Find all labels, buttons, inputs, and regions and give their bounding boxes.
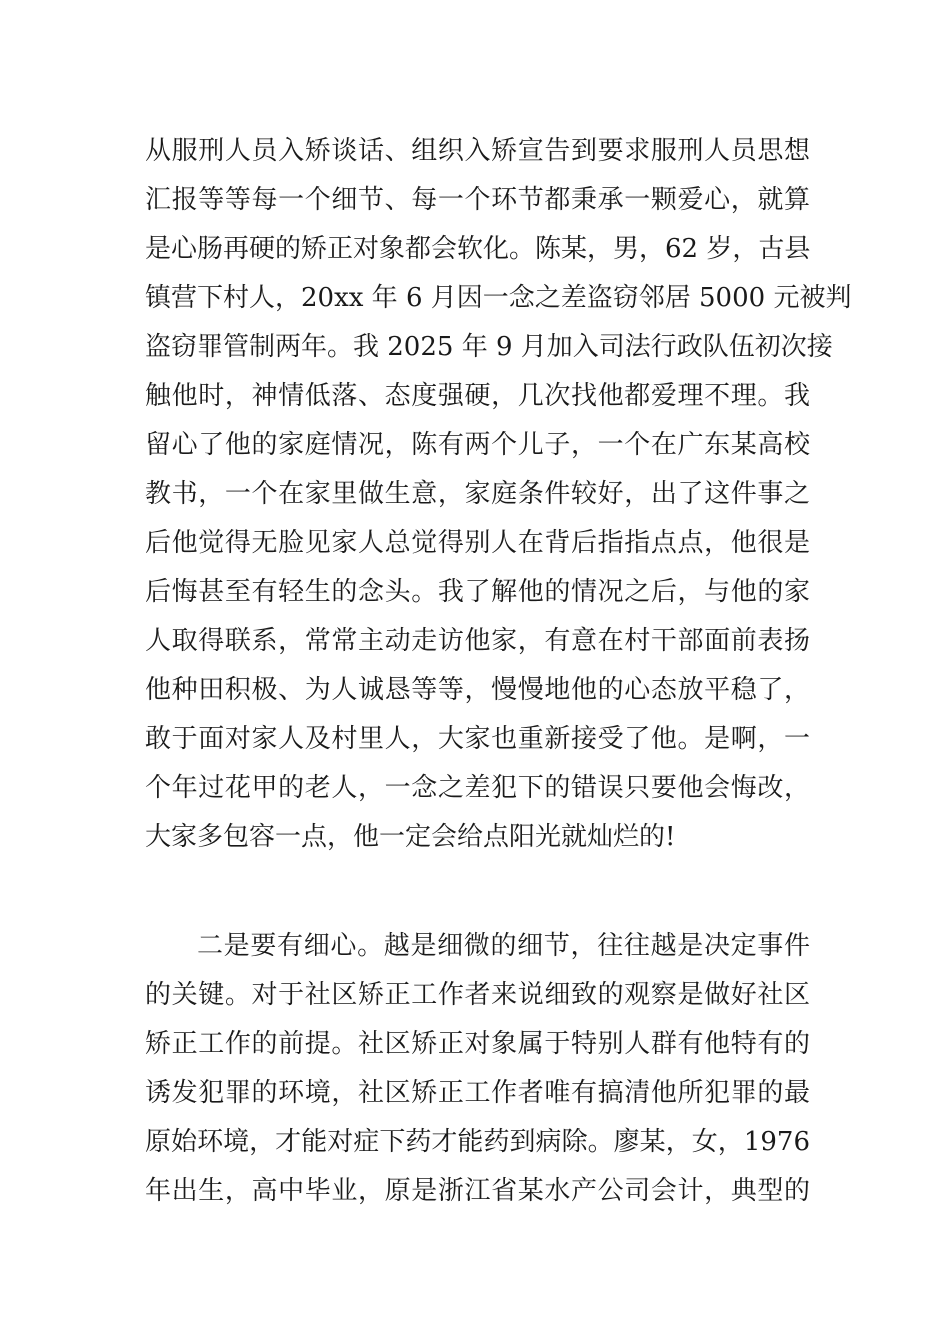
text-line: 个年过花甲的老人，一念之差犯下的错误只要他会悔改， bbox=[145, 773, 810, 803]
text-line: 后悔甚至有轻生的念头。我了解他的情况之后，与他的家 bbox=[145, 577, 810, 607]
text-line: 后他觉得无脸见家人总觉得别人在背后指指点点，他很是 bbox=[145, 528, 810, 558]
text-line: 矫正工作的前提。社区矫正对象属于特别人群有他特有的 bbox=[145, 1029, 810, 1059]
text-line: 是心肠再硬的矫正对象都会软化。陈某，男，62 岁，古县 bbox=[145, 234, 811, 264]
text-line: 人取得联系，常常主动走访他家，有意在村干部面前表扬 bbox=[145, 626, 810, 656]
text-line: 汇报等等每一个细节、每一个环节都秉承一颗爱心，就算 bbox=[145, 185, 810, 215]
text-line: 年出生，高中毕业，原是浙江省某水产公司会计，典型的 bbox=[145, 1176, 810, 1206]
text-line: 诱发犯罪的环境，社区矫正工作者唯有搞清他所犯罪的最 bbox=[145, 1078, 810, 1108]
text-line: 从服刑人员入矫谈话、组织入矫宣告到要求服刑人员思想 bbox=[145, 136, 810, 166]
text-line: 触他时，神情低落、态度强硬，几次找他都爱理不理。我 bbox=[145, 381, 810, 411]
text-line: 二是要有细心。越是细微的细节，往往越是决定事件 bbox=[197, 931, 810, 961]
text-line: 教书，一个在家里做生意，家庭条件较好，出了这件事之 bbox=[145, 479, 810, 509]
text-line: 敢于面对家人及村里人，大家也重新接受了他。是啊，一 bbox=[145, 724, 810, 754]
text-line: 大家多包容一点，他一定会给点阳光就灿烂的! bbox=[145, 822, 676, 852]
text-line: 他种田积极、为人诚恳等等，慢慢地他的心态放平稳了， bbox=[145, 675, 810, 705]
text-line: 镇营下村人，20xx 年 6 月因一念之差盗窃邻居 5000 元被判 bbox=[145, 283, 852, 313]
text-line: 盗窃罪管制两年。我 2025 年 9 月加入司法行政队伍初次接 bbox=[145, 332, 833, 362]
text-line: 留心了他的家庭情况，陈有两个儿子，一个在广东某高校 bbox=[145, 430, 810, 460]
text-line: 原始环境，才能对症下药才能药到病除。廖某，女，1976 bbox=[145, 1127, 810, 1157]
text-line: 的关键。对于社区矫正工作者来说细致的观察是做好社区 bbox=[145, 980, 810, 1010]
